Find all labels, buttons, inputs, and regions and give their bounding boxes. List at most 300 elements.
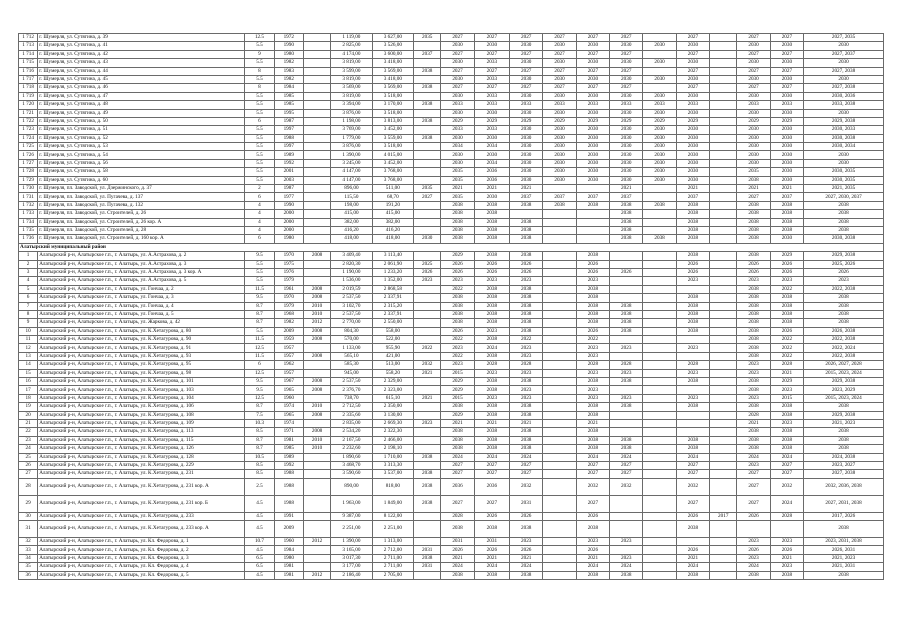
- table-cell: [610, 285, 643, 293]
- table-cell: 2008: [303, 411, 330, 419]
- table-cell: 2038: [576, 403, 609, 411]
- table-cell: 2 251,00: [331, 521, 372, 538]
- table-cell: 3 876,00: [331, 109, 372, 117]
- table-cell: 2030: [737, 42, 770, 50]
- table-cell: 2021: [474, 419, 509, 427]
- table-cell: [643, 538, 676, 546]
- table-cell: [710, 386, 737, 394]
- table-cell: 12.5: [245, 369, 274, 377]
- table-row: [19, 294, 884, 302]
- table-cell: 2026: [441, 546, 474, 554]
- table-cell: 2021: [676, 185, 709, 193]
- table-cell: 2027: [737, 34, 770, 42]
- table-cell: [303, 109, 330, 117]
- table-cell: 2038: [676, 201, 709, 209]
- table-cell: 2008: [303, 327, 330, 335]
- table-cell: 2023: [676, 344, 709, 352]
- table-cell: 2038: [543, 201, 576, 209]
- row-number-cell: 27: [19, 470, 38, 478]
- table-cell: 2038: [474, 436, 509, 444]
- table-cell: [543, 403, 576, 411]
- table-cell: [543, 394, 576, 402]
- table-cell: 2023: [441, 277, 474, 285]
- table-cell: 2023: [770, 386, 803, 394]
- table-cell: 2026: [770, 546, 803, 554]
- table-cell: 2038: [770, 428, 803, 436]
- table-cell: 2029: [543, 117, 576, 125]
- table-cell: [610, 252, 643, 260]
- table-row: [19, 210, 884, 218]
- table-cell: 2038: [737, 352, 770, 360]
- table-cell: 2038: [414, 495, 441, 512]
- table-cell: 2024: [770, 495, 803, 512]
- table-cell: 2038: [510, 428, 543, 436]
- address-cell: Алатырский р-н, Алатырское г.п., г. Алатырь, ул. К.Хетагурова, д. 90: [38, 336, 245, 344]
- table-cell: [414, 210, 441, 218]
- row-number-cell: 17: [19, 386, 38, 394]
- table-cell: 2038: [610, 378, 643, 386]
- table-cell: 2027: [610, 470, 643, 478]
- table-cell: 2032: [676, 478, 709, 495]
- table-cell: 2038: [737, 571, 770, 579]
- table-cell: 2038: [474, 310, 509, 318]
- table-cell: 2030: [610, 168, 643, 176]
- table-cell: [643, 277, 676, 285]
- table-row: [19, 571, 884, 579]
- table-cell: 2027, 2037: [804, 50, 884, 58]
- table-cell: 2038: [441, 201, 474, 209]
- table-cell: 2038: [441, 445, 474, 453]
- table-cell: 2038: [676, 521, 709, 538]
- table-cell: 2037: [576, 193, 609, 201]
- table-cell: 4: [245, 210, 274, 218]
- table-cell: 2034: [441, 143, 474, 151]
- table-cell: 1981: [274, 436, 303, 444]
- table-cell: [543, 521, 576, 538]
- table-cell: 115,50: [331, 193, 372, 201]
- table-cell: 2038: [510, 226, 543, 234]
- table-cell: 2024: [676, 453, 709, 461]
- address-cell: Алатырский р-н, Алатырское г.п., г. Алатырь, ул. К.Хетагурова, д. 104: [38, 394, 245, 402]
- table-cell: 2030: [441, 75, 474, 83]
- table-cell: 2030, 2034: [804, 143, 884, 151]
- table-cell: 2030: [676, 42, 709, 50]
- table-cell: [303, 226, 330, 234]
- address-cell: Алатырский р-н, Алатырское г.п., г. Алатырь, ул. А.Астрахова, д. 2: [38, 252, 245, 260]
- table-cell: 2027: [576, 84, 609, 92]
- table-cell: [710, 59, 737, 67]
- table-cell: 418,00: [331, 235, 372, 243]
- table-cell: 2030: [676, 134, 709, 142]
- table-cell: [676, 285, 709, 293]
- table-cell: [543, 310, 576, 318]
- table-cell: 3 418,00: [372, 59, 413, 67]
- table-cell: 2038: [770, 319, 803, 327]
- row-number-cell: 12: [19, 344, 38, 352]
- table-cell: 2038: [510, 294, 543, 302]
- row-number-cell: 1: [19, 252, 38, 260]
- table-cell: 955,90: [372, 344, 413, 352]
- table-cell: 2026: [737, 546, 770, 554]
- table-row: [19, 151, 884, 159]
- table-cell: 1995: [274, 109, 303, 117]
- table-cell: 2038: [576, 310, 609, 318]
- address-cell: г. Шумерля, ул. Сутягина, д. 43: [38, 59, 245, 67]
- table-cell: 2015, 2023, 2024: [804, 369, 884, 377]
- table-cell: 2038: [576, 252, 609, 260]
- table-cell: 2024: [737, 453, 770, 461]
- table-cell: 2038: [737, 210, 770, 218]
- table-cell: [303, 470, 330, 478]
- table-cell: 2030: [610, 109, 643, 117]
- table-cell: 2038: [441, 302, 474, 310]
- table-cell: 2027: [610, 461, 643, 469]
- table-cell: 1960: [274, 538, 303, 546]
- table-cell: 2038: [474, 428, 509, 436]
- table-cell: 2030: [643, 168, 676, 176]
- table-cell: 3 768,00: [372, 176, 413, 184]
- table-cell: 2029: [676, 117, 709, 125]
- table-cell: [543, 210, 576, 218]
- address-cell: Алатырский р-н, Алатырское г.п., г. Алатырь, ул. К.Хетагурова, д. 103: [38, 386, 245, 394]
- table-cell: [643, 336, 676, 344]
- table-cell: [303, 554, 330, 562]
- table-cell: 2033: [474, 75, 509, 83]
- table-cell: [303, 59, 330, 67]
- table-cell: 2030: [474, 134, 509, 142]
- table-cell: 2038: [804, 403, 884, 411]
- table-cell: [414, 285, 441, 293]
- table-cell: 2030, 2035: [804, 168, 884, 176]
- table-row: [19, 59, 884, 67]
- table-cell: 2027: [441, 84, 474, 92]
- table-cell: 2038: [441, 428, 474, 436]
- table-cell: 2030: [576, 42, 609, 50]
- table-cell: 3 569,00: [372, 67, 413, 75]
- table-cell: [610, 495, 643, 512]
- table-cell: 2021: [441, 419, 474, 427]
- table-cell: 3 559,00: [372, 134, 413, 142]
- table-cell: 2021: [441, 554, 474, 562]
- table-cell: 2038: [414, 134, 441, 142]
- table-cell: 11.5: [245, 352, 274, 360]
- row-number-cell: 1 734: [19, 218, 38, 226]
- table-cell: 10.7: [245, 538, 274, 546]
- table-row: [19, 159, 884, 167]
- table-cell: [543, 361, 576, 369]
- table-cell: 2030: [441, 151, 474, 159]
- table-cell: 2029: [770, 117, 803, 125]
- table-cell: 1980: [274, 235, 303, 243]
- table-cell: 4.5: [245, 495, 274, 512]
- address-cell: г. Шумерля, ул. Сутягина, д. 53: [38, 143, 245, 151]
- table-cell: [710, 319, 737, 327]
- table-cell: 2030: [510, 151, 543, 159]
- table-cell: [710, 419, 737, 427]
- table-cell: 2037: [676, 193, 709, 201]
- table-cell: 2038: [770, 411, 803, 419]
- table-cell: [710, 67, 737, 75]
- row-number-cell: 18: [19, 394, 38, 402]
- table-cell: 2030: [770, 168, 803, 176]
- table-cell: 2021: [414, 394, 441, 402]
- section-header-row: [19, 243, 884, 251]
- table-cell: [543, 386, 576, 394]
- table-cell: 4: [245, 226, 274, 234]
- table-cell: 2024: [610, 453, 643, 461]
- table-cell: 2024, 2038: [804, 453, 884, 461]
- table-cell: [643, 386, 676, 394]
- address-cell: Алатырский р-н, Алатырское г.п., г. Алатырь, ул. К.Хетагурова, д. 109: [38, 419, 245, 427]
- address-cell: Алатырский р-н, Алатырское г.п., г. Алатырь, ул. К.Хетагурова, д. 126: [38, 445, 245, 453]
- table-cell: 2030: [543, 134, 576, 142]
- table-row: [19, 436, 884, 444]
- table-cell: 382,00: [331, 218, 372, 226]
- table-cell: 2030: [643, 176, 676, 184]
- table-cell: [414, 159, 441, 167]
- table-cell: [303, 126, 330, 134]
- table-cell: 10.3: [245, 419, 274, 427]
- table-cell: 416,20: [372, 226, 413, 234]
- table-cell: [710, 134, 737, 142]
- table-cell: 2030: [676, 151, 709, 159]
- table-cell: [643, 411, 676, 419]
- table-cell: 2027: [510, 50, 543, 58]
- table-cell: 2034: [474, 159, 509, 167]
- table-cell: [414, 310, 441, 318]
- table-cell: [710, 327, 737, 335]
- table-cell: 2033: [576, 101, 609, 109]
- table-cell: 2038: [510, 302, 543, 310]
- table-cell: 2027: [770, 50, 803, 58]
- table-cell: 2023: [510, 277, 543, 285]
- table-cell: 2030: [576, 109, 609, 117]
- address-cell: Алатырский р-н, Алатырское г.п., г. Алатырь, ул. Гончаа, д. 5: [38, 310, 245, 318]
- table-cell: 2: [245, 185, 274, 193]
- table-cell: 12.5: [245, 394, 274, 402]
- address-cell: г. Шумерля, ул. Сутягина, д. 47: [38, 92, 245, 100]
- table-cell: 2027, 2035: [804, 34, 884, 42]
- table-cell: [610, 521, 643, 538]
- address-cell: Алатырский р-н, Алатырское г.п., г. Алатырь, ул. Кл. Федорова, д. 3: [38, 554, 245, 562]
- table-cell: 4.5: [245, 512, 274, 520]
- table-cell: 2032: [414, 361, 441, 369]
- table-cell: 2038: [474, 378, 509, 386]
- table-cell: 1988: [274, 134, 303, 142]
- table-cell: 2030: [543, 143, 576, 151]
- table-cell: 2030: [474, 151, 509, 159]
- table-cell: 2 537,50: [331, 310, 372, 318]
- table-cell: 3 452,00: [372, 126, 413, 134]
- table-cell: 8: [245, 84, 274, 92]
- table-cell: 382,00: [372, 218, 413, 226]
- table-cell: [710, 101, 737, 109]
- table-cell: 2027: [474, 50, 509, 58]
- table-cell: 2023: [610, 344, 643, 352]
- table-cell: 2008: [303, 294, 330, 302]
- table-cell: 1980: [274, 50, 303, 58]
- table-cell: [414, 571, 441, 579]
- row-number-cell: 1 728: [19, 168, 38, 176]
- table-cell: 2021: [510, 554, 543, 562]
- table-cell: 2038: [441, 226, 474, 234]
- table-cell: 2032: [770, 478, 803, 495]
- table-cell: 2030: [770, 126, 803, 134]
- table-cell: 2030: [576, 75, 609, 83]
- table-cell: 2029: [643, 117, 676, 125]
- table-cell: [303, 277, 330, 285]
- table-cell: 2 315,20: [372, 302, 413, 310]
- table-cell: 1 133,00: [331, 344, 372, 352]
- table-cell: 1988: [274, 495, 303, 512]
- table-cell: 2033: [441, 126, 474, 134]
- table-cell: 2038: [510, 252, 543, 260]
- row-number-cell: 5: [19, 285, 38, 293]
- table-cell: 2038: [737, 336, 770, 344]
- row-number-cell: 10: [19, 327, 38, 335]
- table-cell: 2027: [610, 34, 643, 42]
- table-cell: 2030: [576, 143, 609, 151]
- table-cell: 2038: [804, 310, 884, 318]
- table-cell: 2024: [474, 344, 509, 352]
- table-row: [19, 92, 884, 100]
- table-cell: [543, 226, 576, 234]
- table-cell: 2026: [510, 512, 543, 520]
- table-cell: 2032: [610, 478, 643, 495]
- table-cell: [643, 193, 676, 201]
- table-row: [19, 378, 884, 386]
- table-cell: [303, 75, 330, 83]
- table-cell: 2026: [676, 268, 709, 276]
- table-cell: 3 876,00: [331, 143, 372, 151]
- table-cell: 2023, 2031, 2038: [804, 538, 884, 546]
- table-cell: 2027: [676, 470, 709, 478]
- table-cell: 2038: [474, 210, 509, 218]
- table-cell: [610, 428, 643, 436]
- table-cell: 2022, 2024: [804, 344, 884, 352]
- table-cell: [303, 101, 330, 109]
- table-row: [19, 394, 884, 402]
- table-cell: 2030: [643, 159, 676, 167]
- table-cell: 2038: [804, 319, 884, 327]
- table-cell: 6: [245, 117, 274, 125]
- table-cell: 2038: [643, 235, 676, 243]
- table-cell: 2 835,00: [331, 419, 372, 427]
- table-cell: [543, 336, 576, 344]
- table-cell: 2023: [576, 394, 609, 402]
- table-cell: 2021: [576, 419, 609, 427]
- table-cell: 3 113,40: [372, 252, 413, 260]
- table-cell: 191,20: [372, 201, 413, 209]
- table-cell: [414, 411, 441, 419]
- table-cell: 565,10: [331, 352, 372, 360]
- table-row: [19, 352, 884, 360]
- table-cell: 2023: [414, 277, 441, 285]
- row-number-cell: 1 736: [19, 235, 38, 243]
- table-cell: [414, 109, 441, 117]
- table-cell: 2032: [576, 478, 609, 495]
- table-cell: 2022: [770, 352, 803, 360]
- table-cell: 2038: [474, 571, 509, 579]
- table-cell: 2036: [441, 478, 474, 495]
- row-number-cell: 1 726: [19, 151, 38, 159]
- table-cell: 2021, 2023: [804, 554, 884, 562]
- address-cell: Алатырский р-н, Алатырское г.п., г. Алатырь, ул. К.Хетагурова, д. 231 кор. Б: [38, 495, 245, 512]
- table-cell: 2038: [804, 218, 884, 226]
- address-cell: Алатырский р-н, Алатырское г.п., г. Алатырь, ул. Кл. Федорова, д. 2: [38, 546, 245, 554]
- table-cell: 2022, 2038: [804, 285, 884, 293]
- table-cell: 2030: [510, 75, 543, 83]
- address-cell: Алатырский р-н, Алатырское г.п., г. Алатырь, ул. Кл. Федорова, д. 5: [38, 571, 245, 579]
- row-number-cell: 1 719: [19, 92, 38, 100]
- table-cell: 2035: [441, 168, 474, 176]
- address-cell: г. Шумерля, ул. Сутягина, д. 41: [38, 42, 245, 50]
- row-number-cell: 35: [19, 563, 38, 571]
- table-cell: 2029, 2038: [804, 117, 884, 125]
- table-cell: 2038: [414, 67, 441, 75]
- table-cell: 10.5: [245, 453, 274, 461]
- row-number-cell: 1 716: [19, 67, 38, 75]
- table-row: [19, 546, 884, 554]
- table-cell: 2027: [441, 461, 474, 469]
- table-cell: 2030: [737, 134, 770, 142]
- table-cell: 2023: [737, 277, 770, 285]
- table-cell: 3 819,00: [331, 75, 372, 83]
- table-cell: [710, 571, 737, 579]
- table-cell: 2027: [441, 495, 474, 512]
- table-cell: [643, 310, 676, 318]
- address-cell: г. Шумерля, ул. Сутягина, д. 50: [38, 117, 245, 125]
- table-cell: [710, 411, 737, 419]
- table-row: [19, 428, 884, 436]
- table-cell: [303, 453, 330, 461]
- table-cell: 2026, 2031: [804, 546, 884, 554]
- table-cell: 2038: [474, 521, 509, 538]
- table-cell: [303, 201, 330, 209]
- table-cell: [303, 159, 330, 167]
- table-row: [19, 168, 884, 176]
- table-row: [19, 218, 884, 226]
- table-cell: 2030: [770, 159, 803, 167]
- table-cell: [710, 109, 737, 117]
- table-cell: [303, 210, 330, 218]
- table-cell: 2026: [414, 268, 441, 276]
- table-cell: [303, 419, 330, 427]
- table-cell: [643, 210, 676, 218]
- table-cell: 2038: [441, 319, 474, 327]
- table-cell: [710, 428, 737, 436]
- table-cell: 8.5: [245, 470, 274, 478]
- table-cell: 2038: [737, 310, 770, 318]
- table-cell: 2030, 2035: [804, 176, 884, 184]
- table-cell: 2021: [770, 369, 803, 377]
- table-cell: 2038: [510, 403, 543, 411]
- table-cell: 2023: [474, 394, 509, 402]
- table-cell: 2030: [576, 59, 609, 67]
- table-cell: 2 337,91: [372, 310, 413, 318]
- table-cell: 2023: [676, 277, 709, 285]
- table-cell: [303, 344, 330, 352]
- table-cell: 2038: [576, 294, 609, 302]
- table-cell: [737, 521, 770, 538]
- table-cell: 2008: [303, 386, 330, 394]
- table-cell: 2038: [510, 319, 543, 327]
- table-cell: 3 819,00: [331, 92, 372, 100]
- table-cell: [543, 218, 576, 226]
- table-cell: 2023: [676, 394, 709, 402]
- table-cell: 2027: [543, 84, 576, 92]
- table-cell: 2027: [610, 84, 643, 92]
